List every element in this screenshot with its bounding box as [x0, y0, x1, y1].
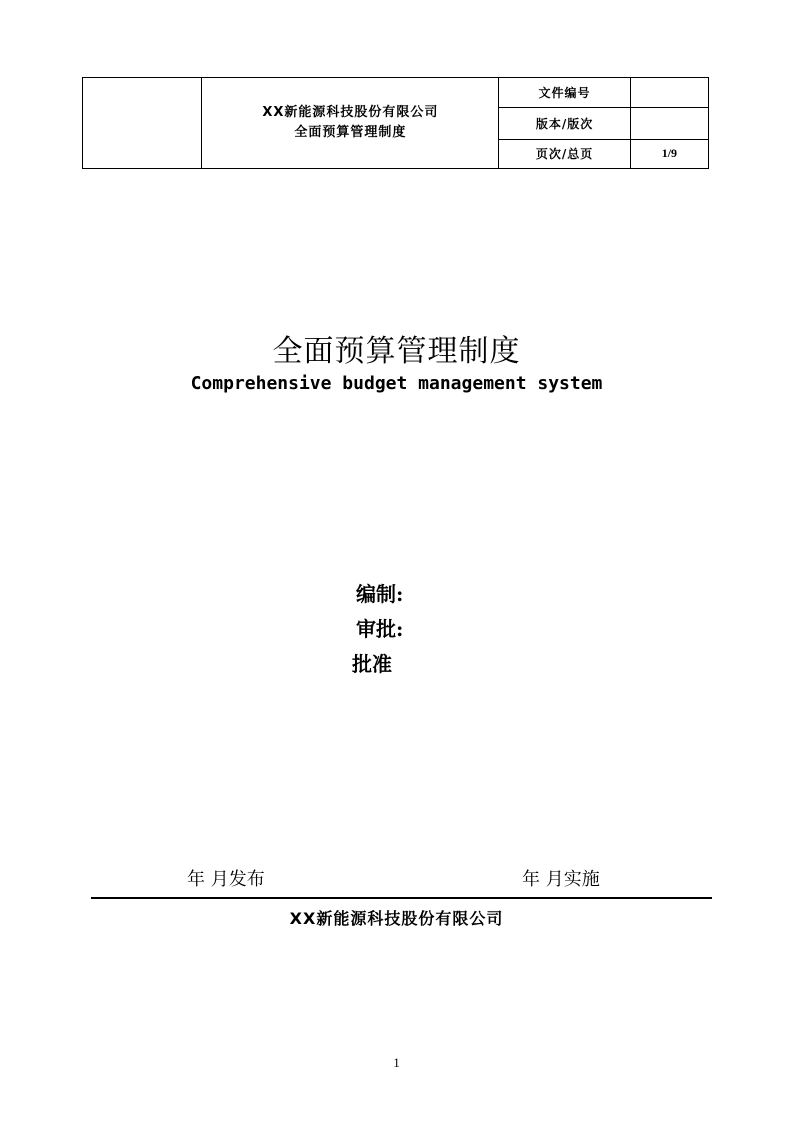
- page-number: 1: [393, 1055, 400, 1070]
- document-header-table: [82, 77, 709, 169]
- footer-company-name: XX新能源科技股份有限公司: [289, 909, 504, 928]
- release-date: 年 月发布: [187, 869, 265, 890]
- header-company-name: XX新能源科技股份有限公司: [262, 105, 439, 120]
- review-label: 审批:: [356, 617, 404, 641]
- header-logo-cell: [83, 78, 202, 169]
- page-count-value: 1/9: [630, 139, 708, 168]
- compile-label: 编制:: [356, 582, 404, 606]
- document-main-title: 全面预算管理制度: [272, 334, 521, 369]
- header-title-cell: [202, 78, 499, 169]
- version-label: 版本/版次: [499, 108, 630, 139]
- page-count-label: 页次/总页: [499, 139, 630, 168]
- doc-number-label: 文件编号: [499, 78, 630, 108]
- approve-label: 批准: [352, 652, 392, 676]
- version-value: [630, 108, 708, 139]
- doc-number-value: [630, 78, 708, 108]
- footer-divider: [91, 897, 712, 899]
- implement-date: 年 月实施: [522, 869, 600, 890]
- document-english-title: Comprehensive budget management system: [190, 373, 603, 394]
- header-document-title: 全面预算管理制度: [294, 125, 407, 140]
